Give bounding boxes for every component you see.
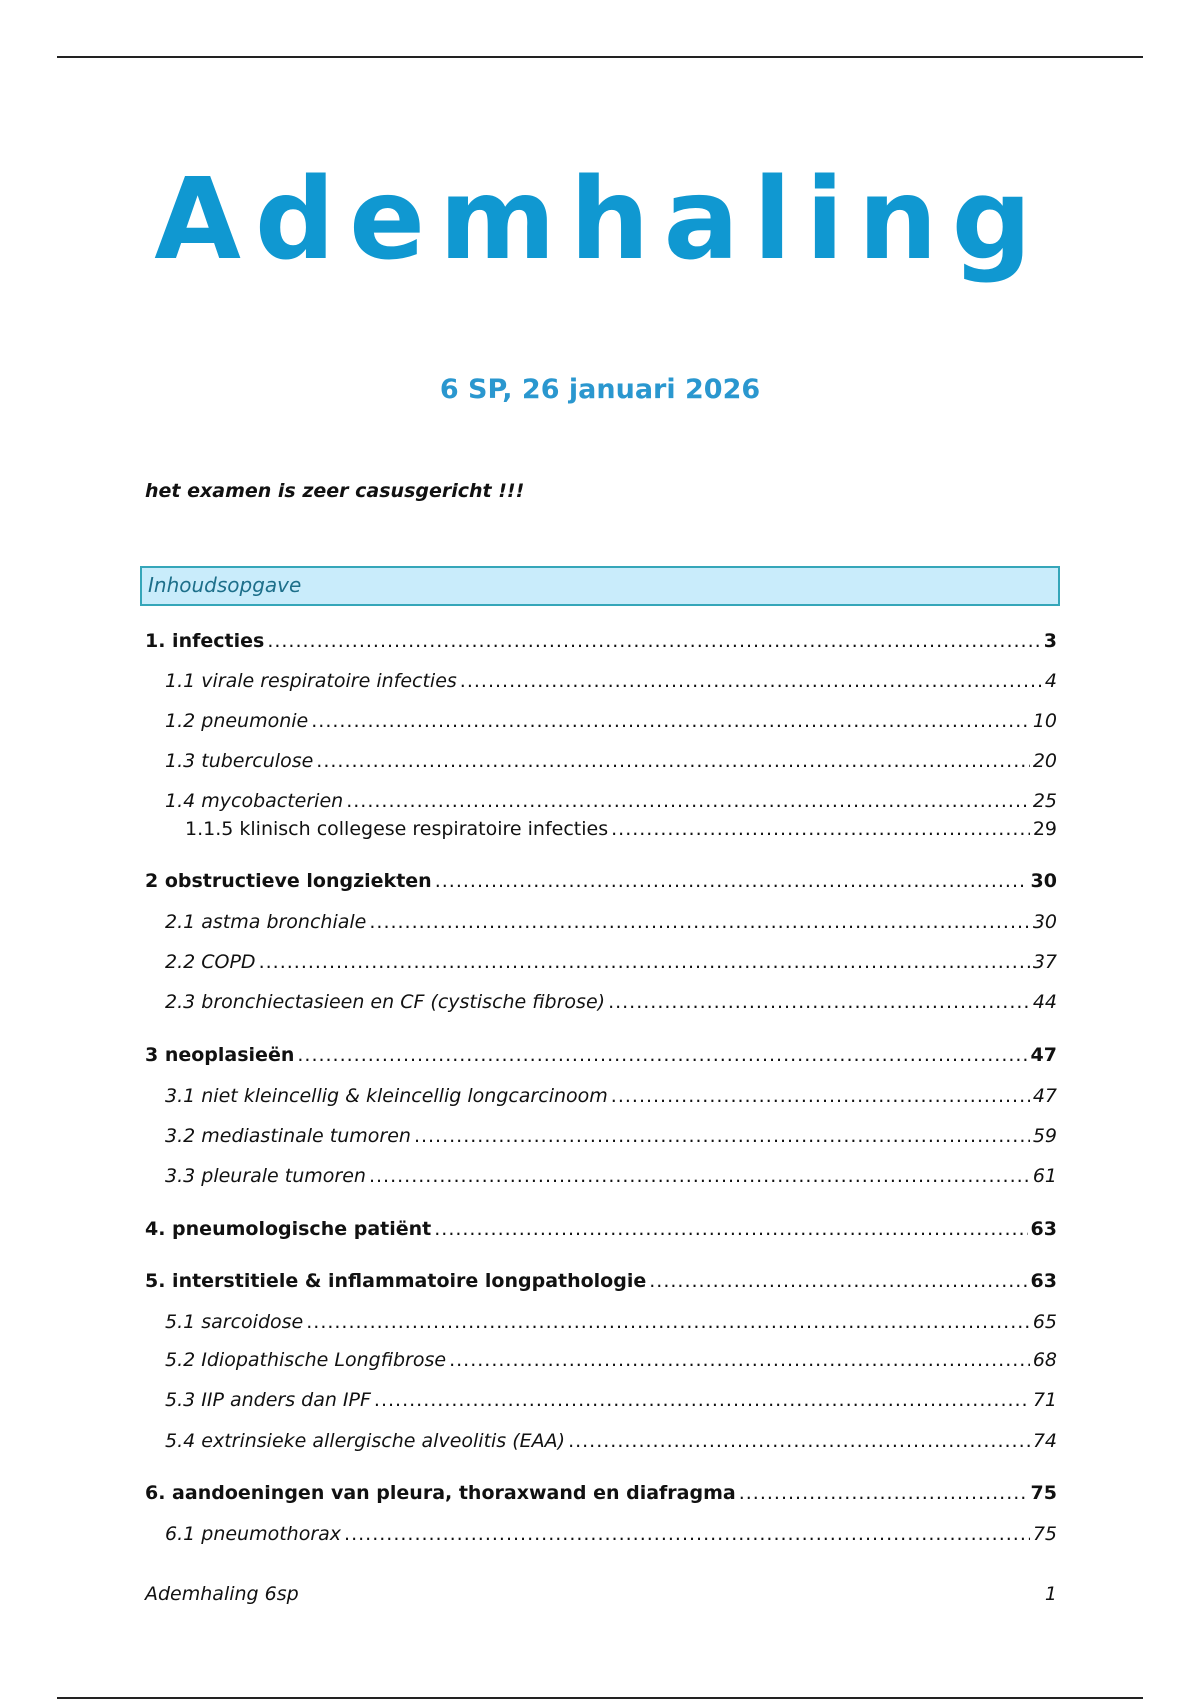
- toc-entry-label: 1. infecties: [145, 630, 265, 652]
- toc-entry-label: 5. interstitiele & inflammatoire longpathologie: [145, 1270, 647, 1292]
- toc-entry-label: 4. pneumologische patiënt: [145, 1218, 432, 1240]
- toc-entry-page: 75: [1030, 1482, 1057, 1504]
- toc-entry-page: 30: [1030, 870, 1057, 892]
- toc-leader-dots: [369, 1165, 1030, 1187]
- toc-entry-label: 3.3 pleurale tumoren: [165, 1165, 366, 1187]
- toc-leader-dots: [267, 630, 1040, 652]
- toc-entry-label: 1.3 tuberculose: [165, 750, 314, 772]
- toc-leader-dots: [311, 710, 1030, 732]
- toc-entry-label: 2.1 astma bronchiale: [165, 911, 367, 933]
- toc-entry-label: 5.2 Idiopathische Longfibrose: [165, 1349, 447, 1371]
- toc-leader-dots: [369, 911, 1029, 933]
- toc-leader-dots: [414, 1125, 1030, 1147]
- exam-note: het examen is zeer casusgericht !!!: [145, 480, 525, 502]
- toc-entry-page: 71: [1032, 1389, 1057, 1411]
- toc-entry-label: 1.2 pneumonie: [165, 710, 309, 732]
- toc-entry-page: 65: [1032, 1311, 1057, 1333]
- toc-leader-dots: [344, 1523, 1030, 1545]
- toc-entry[interactable]: [165, 1430, 1057, 1452]
- toc-entry[interactable]: [165, 991, 1057, 1013]
- toc-entry[interactable]: [165, 670, 1057, 692]
- toc-entry-label: 5.3 IIP anders dan IPF: [165, 1389, 371, 1411]
- toc-leader-dots: [739, 1482, 1028, 1504]
- toc-entry[interactable]: [145, 1218, 1057, 1240]
- toc-entry-page: 25: [1032, 790, 1057, 812]
- toc-entry-label: 2 obstructieve longziekten: [145, 870, 432, 892]
- toc-entry[interactable]: [165, 1349, 1057, 1371]
- toc-entry-label: 1.1 virale respiratoire infecties: [165, 670, 457, 692]
- toc-leader-dots: [306, 1311, 1030, 1333]
- toc-leader-dots: [374, 1389, 1030, 1411]
- toc-entry-label: 1.1.5 klinisch collegese respiratoire infecties: [185, 818, 609, 840]
- top-rule: [57, 56, 1143, 58]
- footer-title: Ademhaling 6sp: [145, 1583, 299, 1605]
- footer-page-number: 1: [1044, 1583, 1057, 1605]
- toc-entry-page: 29: [1032, 818, 1057, 840]
- toc-entry-label: 2.2 COPD: [165, 951, 256, 973]
- toc-leader-dots: [460, 670, 1042, 692]
- document-subtitle: 6 SP, 26 januari 2026: [439, 374, 761, 405]
- toc-entry[interactable]: [165, 750, 1057, 772]
- toc-entry-label: 3.2 mediastinale tumoren: [165, 1125, 411, 1147]
- toc-entry-label: 6.1 pneumothorax: [165, 1523, 342, 1545]
- toc-leader-dots: [608, 991, 1030, 1013]
- toc-entry-page: 47: [1032, 1085, 1057, 1107]
- toc-entry-page: 20: [1032, 750, 1057, 772]
- toc-entry-label: 1.4 mycobacterien: [165, 790, 344, 812]
- toc-entry-page: 4: [1044, 670, 1057, 692]
- toc-entry[interactable]: [165, 710, 1057, 732]
- toc-heading: Inhoudsopgave: [140, 566, 1060, 606]
- toc-leader-dots: [259, 951, 1030, 973]
- toc-entry[interactable]: [165, 1389, 1057, 1411]
- toc-entry-label: 3.1 niet kleincellig & kleincellig longcarcinoom: [165, 1085, 608, 1107]
- toc-entry-page: 63: [1030, 1218, 1057, 1240]
- toc-entry-label: 5.4 extrinsieke allergische alveolitis (EAA): [165, 1430, 566, 1452]
- toc-entry-page: 63: [1030, 1270, 1057, 1292]
- toc-entry-page: 68: [1032, 1349, 1057, 1371]
- toc-entry[interactable]: [145, 1044, 1057, 1066]
- toc-entry-page: 47: [1030, 1044, 1057, 1066]
- toc-entry[interactable]: [145, 1482, 1057, 1504]
- toc-leader-dots: [449, 1349, 1030, 1371]
- toc-entry-page: 3: [1043, 630, 1057, 652]
- toc-entry-page: 30: [1032, 911, 1057, 933]
- toc-entry-label: 3 neoplasieën: [145, 1044, 295, 1066]
- toc-entry-label: 6. aandoeningen van pleura, thoraxwand en diafragma: [145, 1482, 736, 1504]
- toc-entry-label: 5.1 sarcoidose: [165, 1311, 304, 1333]
- toc-entry[interactable]: [145, 630, 1057, 652]
- toc-leader-dots: [649, 1270, 1027, 1292]
- toc-leader-dots: [611, 818, 1030, 840]
- toc-leader-dots: [346, 790, 1030, 812]
- toc-entry-page: 37: [1032, 951, 1057, 973]
- toc-entry[interactable]: [165, 1311, 1057, 1333]
- toc-entry[interactable]: [145, 870, 1057, 892]
- toc-entry[interactable]: [165, 951, 1057, 973]
- toc-entry-page: 59: [1032, 1125, 1057, 1147]
- toc-entry-page: 75: [1032, 1523, 1057, 1545]
- toc-entry[interactable]: [165, 1125, 1057, 1147]
- toc-leader-dots: [568, 1430, 1030, 1452]
- toc-entry-page: 61: [1032, 1165, 1057, 1187]
- toc-leader-dots: [435, 870, 1028, 892]
- toc-entry[interactable]: [185, 818, 1057, 840]
- bottom-rule: [57, 1697, 1143, 1699]
- toc-entry[interactable]: [165, 1085, 1057, 1107]
- toc-entry[interactable]: [165, 1523, 1057, 1545]
- toc-entry[interactable]: [165, 911, 1057, 933]
- toc-entry[interactable]: [145, 1270, 1057, 1292]
- toc-entry-page: 74: [1032, 1430, 1057, 1452]
- toc-entry-label: 2.3 bronchiectasieen en CF (cystische fibrose): [165, 991, 606, 1013]
- toc-entry-page: 10: [1032, 710, 1057, 732]
- toc-leader-dots: [434, 1218, 1027, 1240]
- toc-entry[interactable]: [165, 1165, 1057, 1187]
- toc-leader-dots: [316, 750, 1030, 772]
- toc-entry[interactable]: [165, 790, 1057, 812]
- toc-leader-dots: [611, 1085, 1030, 1107]
- document-title: Ademhaling: [154, 155, 1046, 285]
- toc-entry-page: 44: [1032, 991, 1057, 1013]
- toc-leader-dots: [297, 1044, 1027, 1066]
